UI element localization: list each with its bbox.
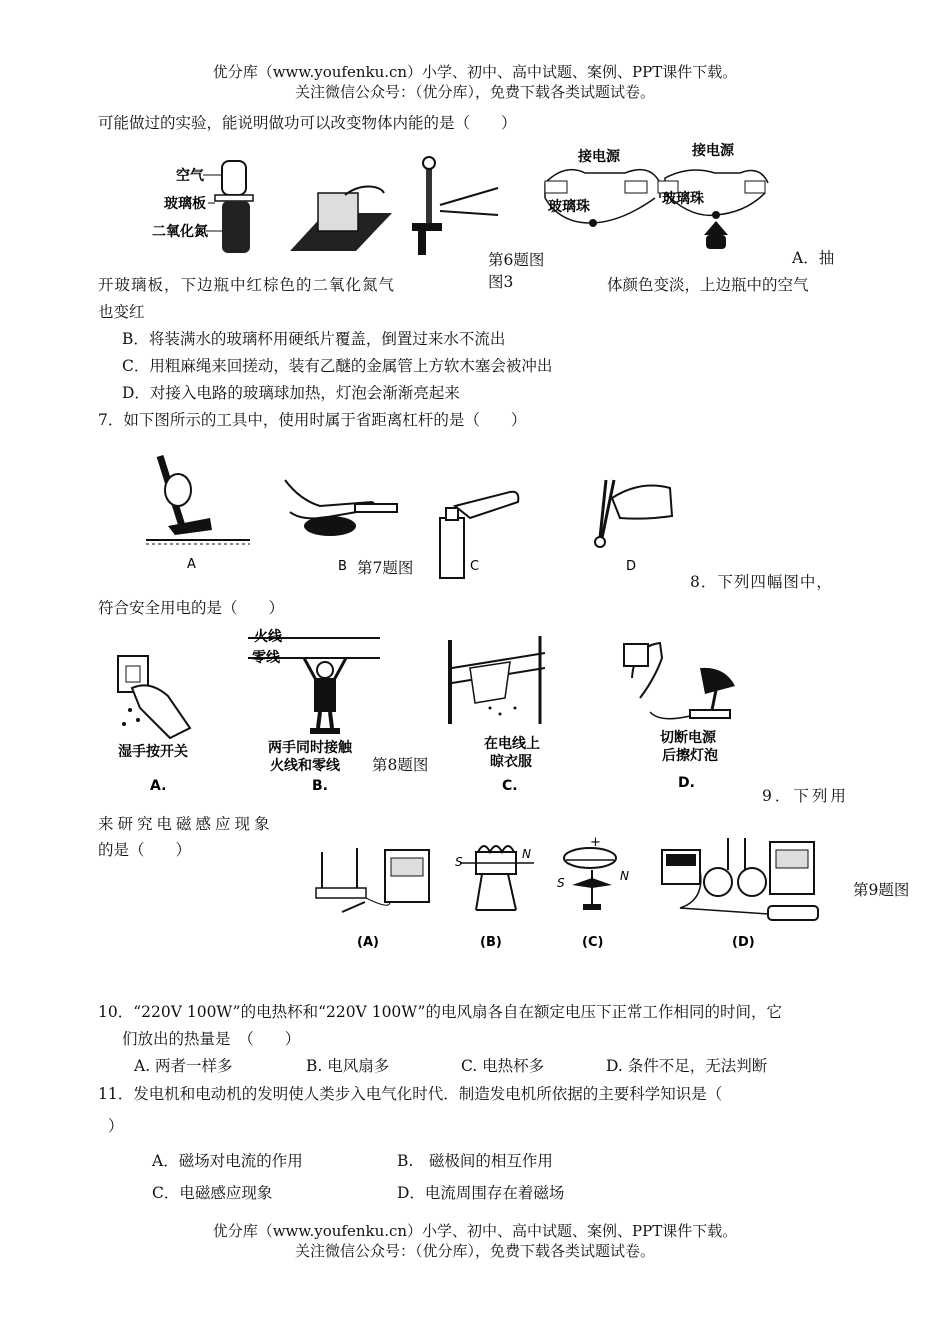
q9-pole-s-b: S [455,855,463,869]
q8-caption-c-2: 晾衣服 [490,754,532,770]
q8-caption-d-2: 后擦灯泡 [662,748,718,764]
label-power-left: 接电源 [578,149,620,165]
q7-stem: 7．如下图所示的工具中，使用时属于省距离杠杆的是（ ） [98,411,527,429]
q6-stem: 可能做过的实验，能说明做功可以改变物体内能的是（ ） [98,114,517,132]
q7-figure-caption: 第7题图 [357,559,414,577]
q9-label-a: (A) [357,935,379,950]
q8-caption-c-1: 在电线上 [484,736,540,752]
label-power-right: 接电源 [692,143,734,159]
q8-figure [0,628,950,793]
q9-stem-line2: 来研究电磁感应现象 [98,815,274,833]
q8-caption-b-2: 火线和零线 [270,758,340,774]
q7-label-a: A [187,557,196,572]
q9-figure [0,830,950,960]
wet-hand-switch-illustration [118,656,190,738]
compass-wire-c [564,848,616,910]
q6-option-a-line1-right: 体颜色变淡，上边瓶中的空气 [607,276,809,294]
unplugged-lamp-illustration [624,643,735,719]
inverted-glass-illustration [290,187,392,252]
label-neutral-wire: 零线 [252,650,280,666]
rope-tube-illustration [412,157,498,255]
label-no2: 二氧化氮 [152,224,208,240]
tweezers-illustration [595,480,672,547]
q8-letter-b: B. [312,778,328,794]
q7-label-d: D [626,559,637,574]
q6-figure-sub: 图3 [488,273,514,291]
q11-option-d: D．电流周围存在着磁场 [397,1184,565,1202]
q8-letter-d: D. [678,775,695,791]
q9-pole-n-c: N [620,869,629,883]
q9-pole-n-b: N [522,847,531,861]
laundry-on-wires-illustration [450,636,545,724]
q8-stem-cont: 符合安全用电的是（ ） [98,599,285,617]
label-live-wire: 火线 [254,629,282,645]
label-bead-right: 玻璃珠 [662,191,704,207]
q6-option-b: B．将装满水的玻璃杯用硬纸片覆盖，倒置过来水不流出 [122,330,506,348]
header-line-2: 关注微信公众号：（优分库），免费下载各类试题试卷。 [294,83,655,101]
electrolysis-circuit-d [662,838,818,920]
q8-caption-d-1: 切断电源 [660,730,716,746]
q8-figure-caption: 第8题图 [372,756,429,774]
q9-label-d: (D) [732,935,755,950]
nut-cracker-illustration [285,480,397,536]
q10-line2: 们放出的热量是 （ ） [122,1030,301,1048]
q11-line1: 11．发电机和电动机的发明使人类步入电气化时代．制造发电机所依据的主要科学知识是（ [98,1085,723,1103]
q8-letter-c: C. [502,778,518,794]
q6-option-a-start: A．抽 [792,249,835,267]
q11-line2: ） [108,1117,124,1135]
q6-figure-caption: 第6题图 [488,251,545,269]
q6-option-a-line1: 开玻璃板，下边瓶中红棕色的二氧化氮气 [98,276,396,294]
q10-option-b: B. 电风扇多 [306,1057,390,1075]
label-glass-plate: 玻璃板 [164,196,206,212]
q7-label-c: C [470,559,480,574]
q10-option-c: C. 电热杯多 [461,1057,545,1075]
q6-option-c: C．用粗麻绳来回搓动，装有乙醚的金属管上方软木塞会被冲出 [122,357,553,375]
q9-figure-caption: 第9题图 [853,881,910,899]
bottle-opener-illustration [440,492,518,578]
label-bead-left: 玻璃珠 [548,199,590,215]
q9-stem-line3: 的是（ ） [98,841,192,859]
q11-option-b: B. 磁极间的相互作用 [397,1152,553,1170]
gas-bottles-illustration [203,161,253,253]
q6-option-d: D．对接入电路的玻璃球加热，灯泡会渐渐亮起来 [122,384,460,402]
header-line-1: 优分库（www.youfenku.cn）小学、初中、高中试题、案例、PPT课件下载。 [212,63,738,81]
claw-hammer-illustration [146,456,250,544]
q8-letter-a: A. [150,778,167,794]
footer-line-1: 优分库（www.youfenku.cn）小学、初中、高中试题、案例、PPT课件下载。 [212,1222,738,1240]
q10-line1: 10．“220V 100W”的电热杯和“220V 100W”的电风扇各自在额定电压下正常工作相同的时间，它 [98,1003,782,1021]
q9-plus-c: + [590,835,601,850]
q9-stem-start: 9．下列用 [762,787,849,805]
q9-pole-s-c: S [557,876,565,890]
label-air: 空气 [176,168,204,184]
q7-label-b: B [338,559,347,574]
q9-label-b: (B) [480,935,502,950]
galvanometer-circuit-a [316,848,429,912]
q8-stem-start: 8．下列四幅图中， [690,573,833,591]
q6-option-a-line2: 也变红 [98,303,145,321]
q9-label-c: (C) [582,935,604,950]
q10-option-d: D. 条件不足，无法判断 [606,1057,768,1075]
footer-line-2: 关注微信公众号：（优分库），免费下载各类试题试卷。 [294,1242,655,1260]
q11-option-a: A．磁场对电流的作用 [152,1152,303,1170]
q8-caption-b-1: 两手同时接触 [268,740,352,756]
q8-caption-a: 湿手按开关 [118,744,188,760]
glass-bead-circuit-right [658,170,768,249]
q7-figure [0,440,950,590]
q11-option-c: C．电磁感应现象 [152,1184,273,1202]
q10-option-a: A. 两者一样多 [134,1057,233,1075]
